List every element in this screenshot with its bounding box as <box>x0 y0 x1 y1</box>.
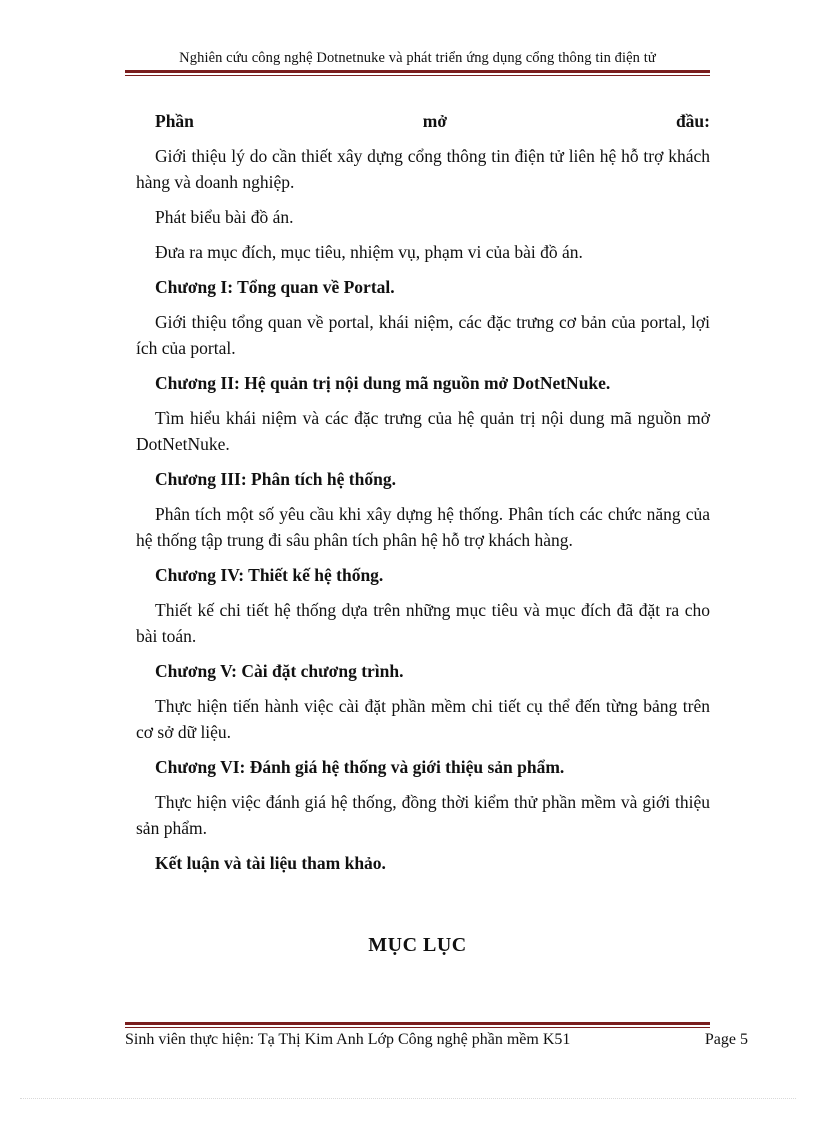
page-edge-divider <box>20 1098 796 1099</box>
chapter-2-description: Tìm hiểu khái niệm và các đặc trưng của hệ quản trị nội dung mã nguồn mở DotNetNuke. <box>136 408 710 454</box>
footer-author: Sinh viên thực hiện: Tạ Thị Kim Anh Lớp Công nghệ phần mềm K51 <box>125 1031 571 1048</box>
conclusion-heading: Kết luận và tài liệu tham khảo. <box>155 853 386 873</box>
chapter-4-description: Thiết kế chi tiết hệ thống dựa trên những mục tiêu và mục đích đã đặt ra cho bài toán. <box>136 600 710 646</box>
intro-heading-word-3: đầu: <box>675 111 710 131</box>
intro-paragraph: Đưa ra mục đích, mục tiêu, nhiệm vụ, phạm vi của bài đồ án. <box>155 242 583 262</box>
chapter-4-title: Chương IV: Thiết kế hệ thống. <box>155 565 384 585</box>
intro-heading <box>136 108 710 134</box>
document-body <box>136 108 710 885</box>
page-footer <box>125 1031 748 1049</box>
page-header-title: Nghiên cứu công nghệ Dotnetnuke và phát triển ứng dụng cổng thông tin điện tử <box>179 50 656 66</box>
chapter-1-description: Giới thiệu tổng quan về portal, khái niệm, các đặc trưng cơ bản của portal, lợi ích của portal. <box>136 312 710 358</box>
intro-paragraph: Giới thiệu lý do cần thiết xây dựng cổng thông tin điện tử liên hệ hỗ trợ khách hàng và doanh nghiệp. <box>136 146 710 192</box>
chapter-5-description: Thực hiện tiến hành việc cài đặt phần mềm chi tiết cụ thể đến từng bảng trên cơ sở dữ liệu. <box>136 696 710 742</box>
chapter-2-title: Chương II: Hệ quản trị nội dung mã nguồn mở DotNetNuke. <box>155 373 611 393</box>
intro-heading-word-1: Phần <box>155 111 194 131</box>
footer-rule <box>125 1022 710 1028</box>
header-rule <box>125 70 710 76</box>
chapter-6-title: Chương VI: Đánh giá hệ thống và giới thiệu sản phẩm. <box>155 757 565 777</box>
chapter-5-title: Chương V: Cài đặt chương trình. <box>155 661 404 681</box>
chapter-1-title: Chương I: Tổng quan về Portal. <box>155 277 395 297</box>
chapter-3-description: Phân tích một số yêu cầu khi xây dựng hệ thống. Phân tích các chức năng của hệ thống tập trung đi sâu phân tích phân hệ hỗ trợ khách hàng. <box>136 504 710 550</box>
intro-heading-word-2: mở <box>422 111 448 131</box>
page-number: Page 5 <box>704 1031 748 1048</box>
chapter-3-title: Chương III: Phân tích hệ thống. <box>155 469 396 489</box>
intro-paragraph: Phát biểu bài đồ án. <box>155 207 294 227</box>
table-of-contents-title: MỤC LỤC <box>368 934 467 956</box>
chapter-6-description: Thực hiện việc đánh giá hệ thống, đồng thời kiểm thử phần mềm và giới thiệu sản phẩm. <box>136 792 710 838</box>
